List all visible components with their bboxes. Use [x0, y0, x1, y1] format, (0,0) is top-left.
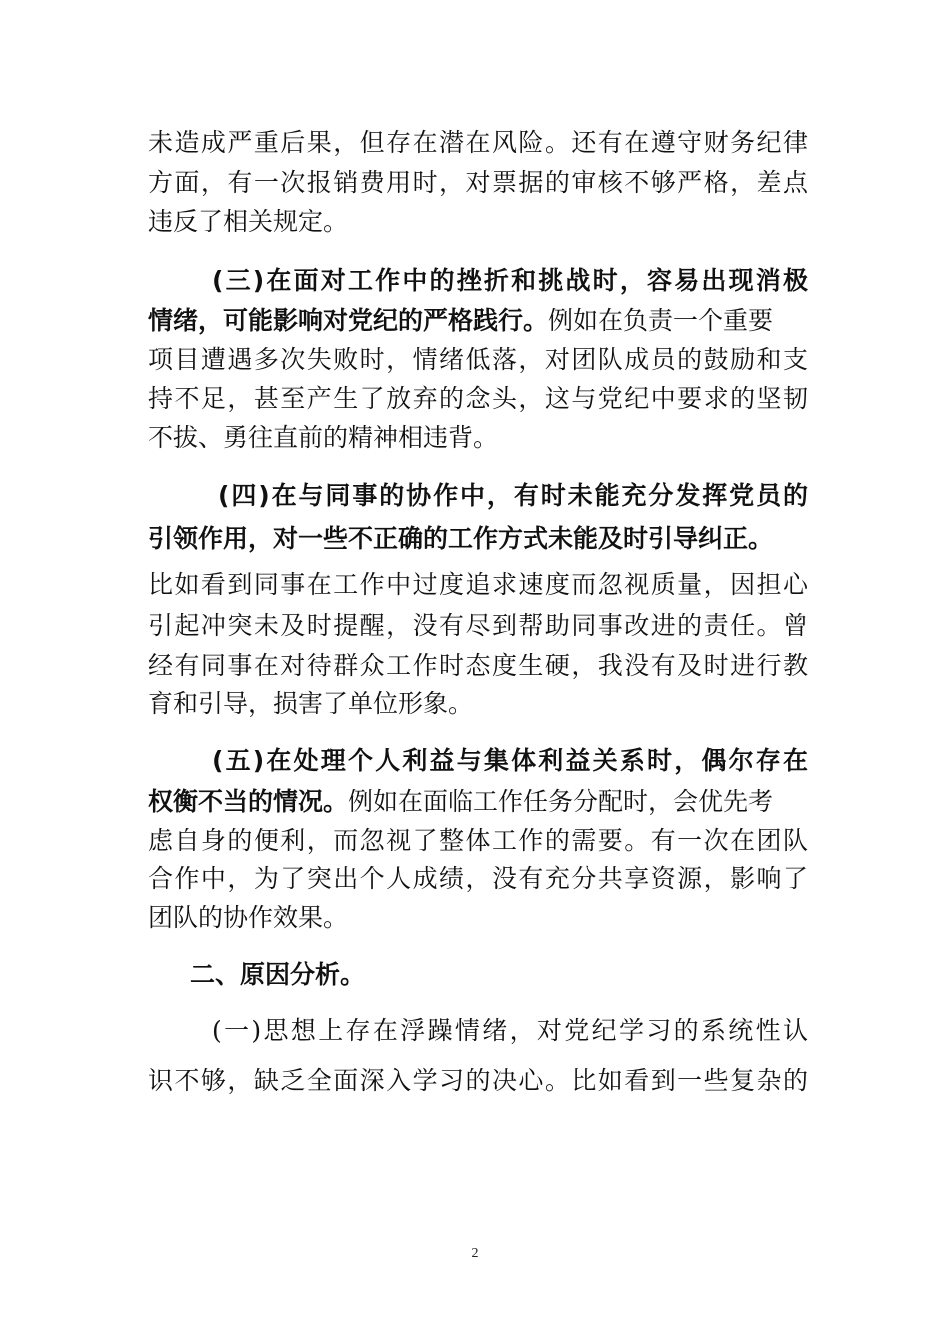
section-heading-3-cont: 情绪，可能影响对党纪的严格践行。	[148, 306, 549, 335]
paragraph-line: (一)思想上存在浮躁情绪，对党纪学习的系统性认	[212, 1016, 808, 1045]
page-number: 2	[471, 1246, 479, 1261]
section-heading-5-cont: 权衡不当的情况。	[148, 787, 349, 816]
paragraph-line	[148, 783, 808, 821]
section-heading-3: (三)在面对工作中的挫折和挑战时，容易出现消极	[212, 266, 808, 295]
paragraph-line: 项目遭遇多次失败时，情绪低落，对团队成员的鼓励和支	[148, 345, 808, 374]
paragraph-line: 不拔、勇往直前的精神相违背。	[148, 423, 499, 452]
section-heading-4-cont: 引领作用，对一些不正确的工作方式未能及时引导纠正。	[148, 524, 774, 553]
paragraph-line: 育和引导，损害了单位形象。	[148, 689, 474, 718]
paragraph-line: 未造成严重后果，但存在潜在风险。还有在遵守财务纪律	[148, 128, 808, 157]
paragraph-line	[148, 302, 808, 340]
paragraph-line: 识不够，缺乏全面深入学习的决心。比如看到一些复杂的	[148, 1066, 808, 1095]
paragraph-line: 合作中，为了突出个人成绩，没有充分共享资源，影响了	[148, 864, 808, 893]
paragraph-line: 持不足，甚至产生了放弃的念头，这与党纪中要求的坚韧	[148, 384, 808, 413]
paragraph-line: 比如看到同事在工作中过度追求速度而忽视质量，因担心	[148, 570, 808, 599]
section-heading-2: 二、原因分析。	[190, 960, 366, 989]
paragraph-text: 例如在负责一个重要	[548, 306, 774, 335]
paragraph-line: 团队的协作效果。	[148, 903, 349, 932]
paragraph-line: 违反了相关规定。	[148, 207, 349, 236]
section-heading-4: (四)在与同事的协作中，有时未能充分发挥党员的	[218, 481, 808, 510]
paragraph-line: 虑自身的便利，而忽视了整体工作的需要。有一次在团队	[148, 826, 808, 855]
section-heading-5: (五)在处理个人利益与集体利益关系时，偶尔存在	[212, 746, 808, 775]
paragraph-line: 经有同事在对待群众工作时态度生硬，我没有及时进行教	[148, 651, 808, 680]
paragraph-line: 方面，有一次报销费用时，对票据的审核不够严格，差点	[148, 168, 808, 197]
paragraph-text: 例如在面临工作任务分配时，会优先考	[348, 787, 774, 816]
paragraph-line: 引起冲突未及时提醒，没有尽到帮助同事改进的责任。曾	[148, 611, 808, 640]
